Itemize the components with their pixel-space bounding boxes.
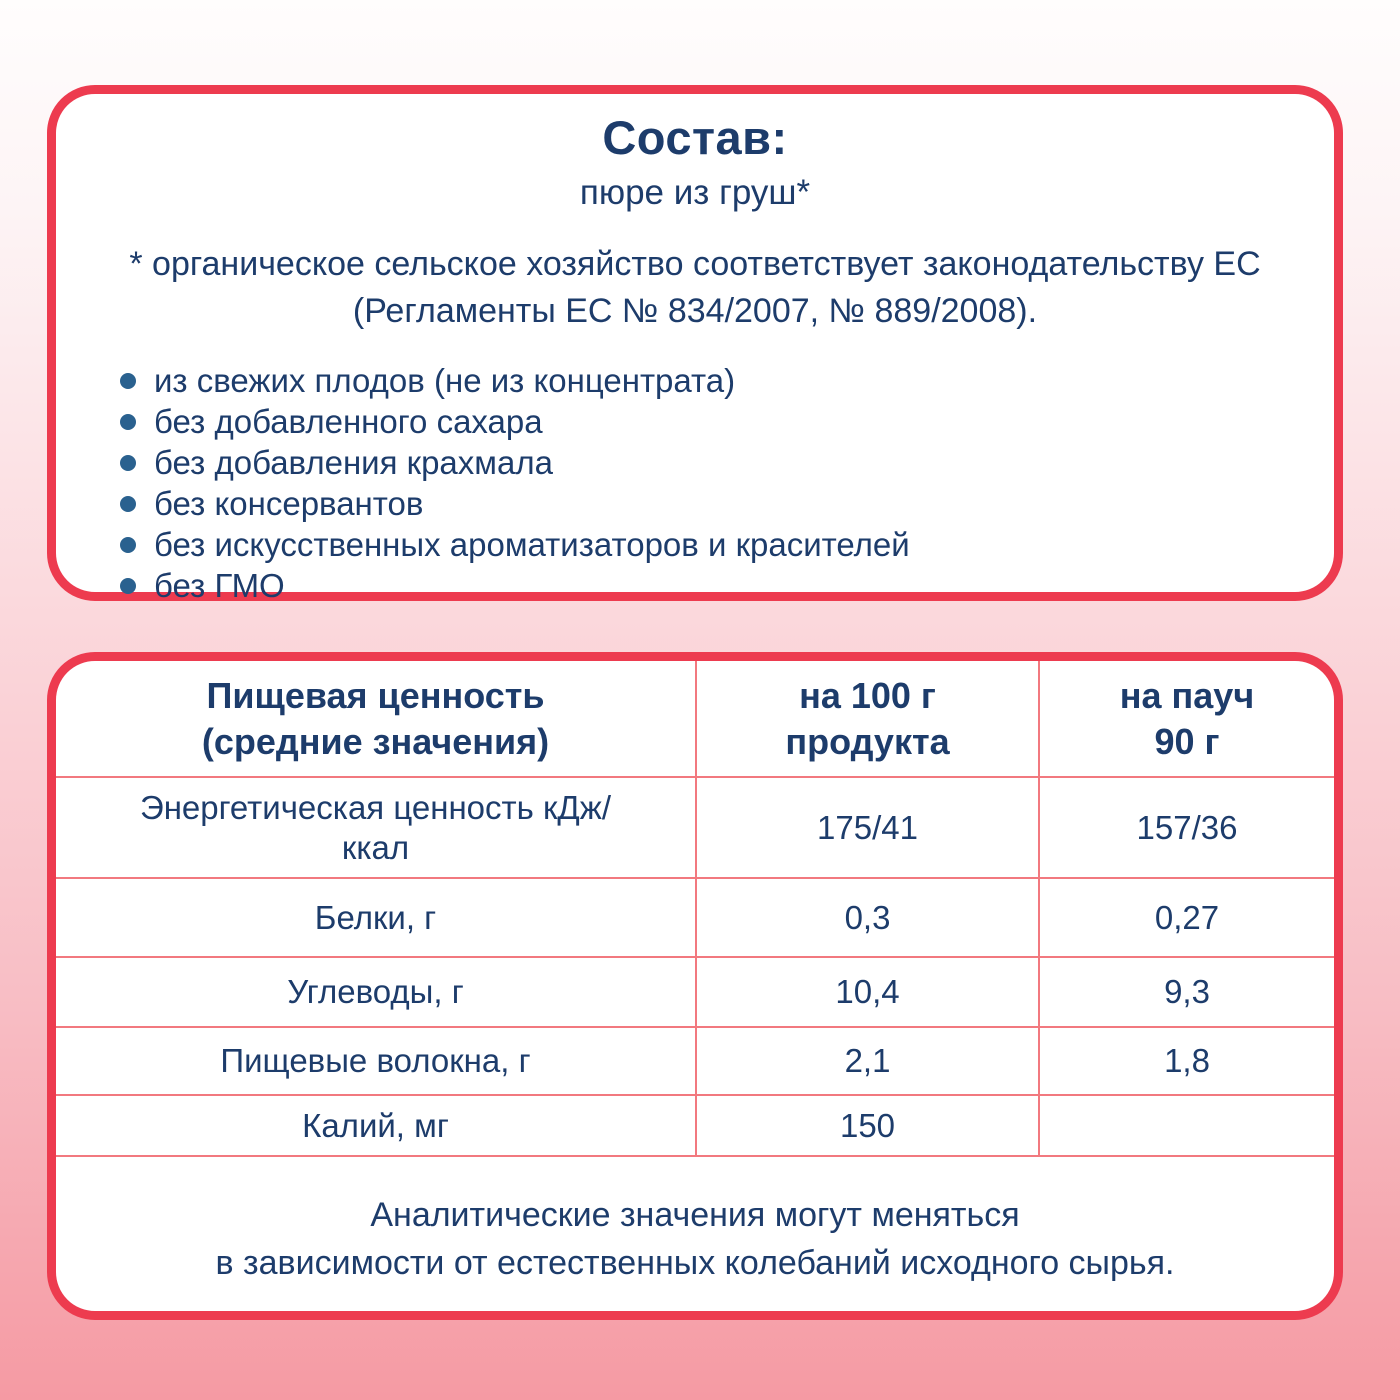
nutrition-table	[56, 661, 1334, 1311]
header-line: 90 г	[1154, 720, 1220, 762]
organic-footnote	[56, 241, 1334, 335]
table-header-per-100g	[697, 661, 1040, 778]
table-row-label	[56, 1028, 697, 1096]
header-line: на пауч	[1119, 674, 1255, 716]
analytical-note	[56, 1157, 1334, 1311]
list-item	[120, 527, 1334, 562]
table-cell-per-100g: 150	[697, 1096, 1040, 1157]
bullet-dot-icon	[120, 578, 136, 594]
claim-text: без ГМО	[154, 567, 285, 604]
row-label-text: Белки, г	[314, 898, 437, 936]
organic-footnote-line1: * органическое сельское хозяйство соответствует законодательству ЕС	[129, 245, 1261, 283]
table-cell-per-100g: 0,3	[697, 879, 1040, 958]
table-header-per-pouch	[1040, 661, 1334, 778]
list-item	[120, 363, 1334, 398]
table-cell-per-pouch: 0,27	[1040, 879, 1334, 958]
row-label-text: Калий, мг	[302, 1106, 449, 1144]
claim-text: без консервантов	[154, 485, 424, 522]
organic-footnote-line2: (Регламенты ЕС № 834/2007, № 889/2008).	[352, 292, 1038, 330]
claim-text: из свежих плодов (не из концентрата)	[154, 362, 736, 399]
table-row-label	[56, 958, 697, 1028]
table-cell-per-100g: 10,4	[697, 958, 1040, 1028]
table-cell-per-pouch: 9,3	[1040, 958, 1334, 1028]
claim-text: без добавления крахмала	[154, 444, 553, 481]
composition-title: Состав:	[602, 111, 788, 164]
table-row-label	[56, 879, 697, 958]
row-label-text: Пищевые волокна, г	[220, 1042, 531, 1079]
nutrition-card	[47, 652, 1343, 1320]
list-item	[120, 445, 1334, 480]
header-line: Пищевая ценность	[206, 674, 545, 716]
table-row-label	[56, 778, 697, 879]
bullet-dot-icon	[120, 373, 136, 389]
table-cell-per-pouch	[1040, 1096, 1334, 1157]
bullet-dot-icon	[120, 496, 136, 512]
bullet-dot-icon	[120, 537, 136, 553]
table-cell-per-100g: 175/41	[697, 778, 1040, 879]
claims-list	[56, 363, 1334, 603]
table-row-label	[56, 1096, 697, 1157]
list-item	[120, 568, 1334, 603]
bullet-dot-icon	[120, 455, 136, 471]
table-cell-per-pouch: 1,8	[1040, 1028, 1334, 1096]
ingredient-text: пюре из груш*	[579, 173, 811, 212]
row-label-text: Углеводы, г	[287, 973, 464, 1010]
analytical-note-line2: в зависимости от естественных колебаний исходного сырья.	[215, 1244, 1175, 1282]
table-cell-per-100g: 2,1	[697, 1028, 1040, 1096]
row-label-text: Энергетическая ценность кДж/ккал	[139, 788, 612, 866]
header-line: на 100 г	[799, 674, 936, 716]
table-cell-per-pouch: 157/36	[1040, 778, 1334, 879]
bullet-dot-icon	[120, 414, 136, 430]
analytical-note-line1: Аналитические значения могут меняться	[370, 1196, 1020, 1234]
list-item	[120, 486, 1334, 521]
claim-text: без искусственных ароматизаторов и красителей	[154, 526, 910, 563]
claim-text: без добавленного сахара	[154, 403, 543, 440]
composition-card	[47, 85, 1343, 604]
header-line: (средние значения)	[201, 720, 550, 762]
header-line: продукта	[785, 720, 950, 762]
list-item	[120, 404, 1334, 439]
table-header-nutrition	[56, 661, 697, 778]
